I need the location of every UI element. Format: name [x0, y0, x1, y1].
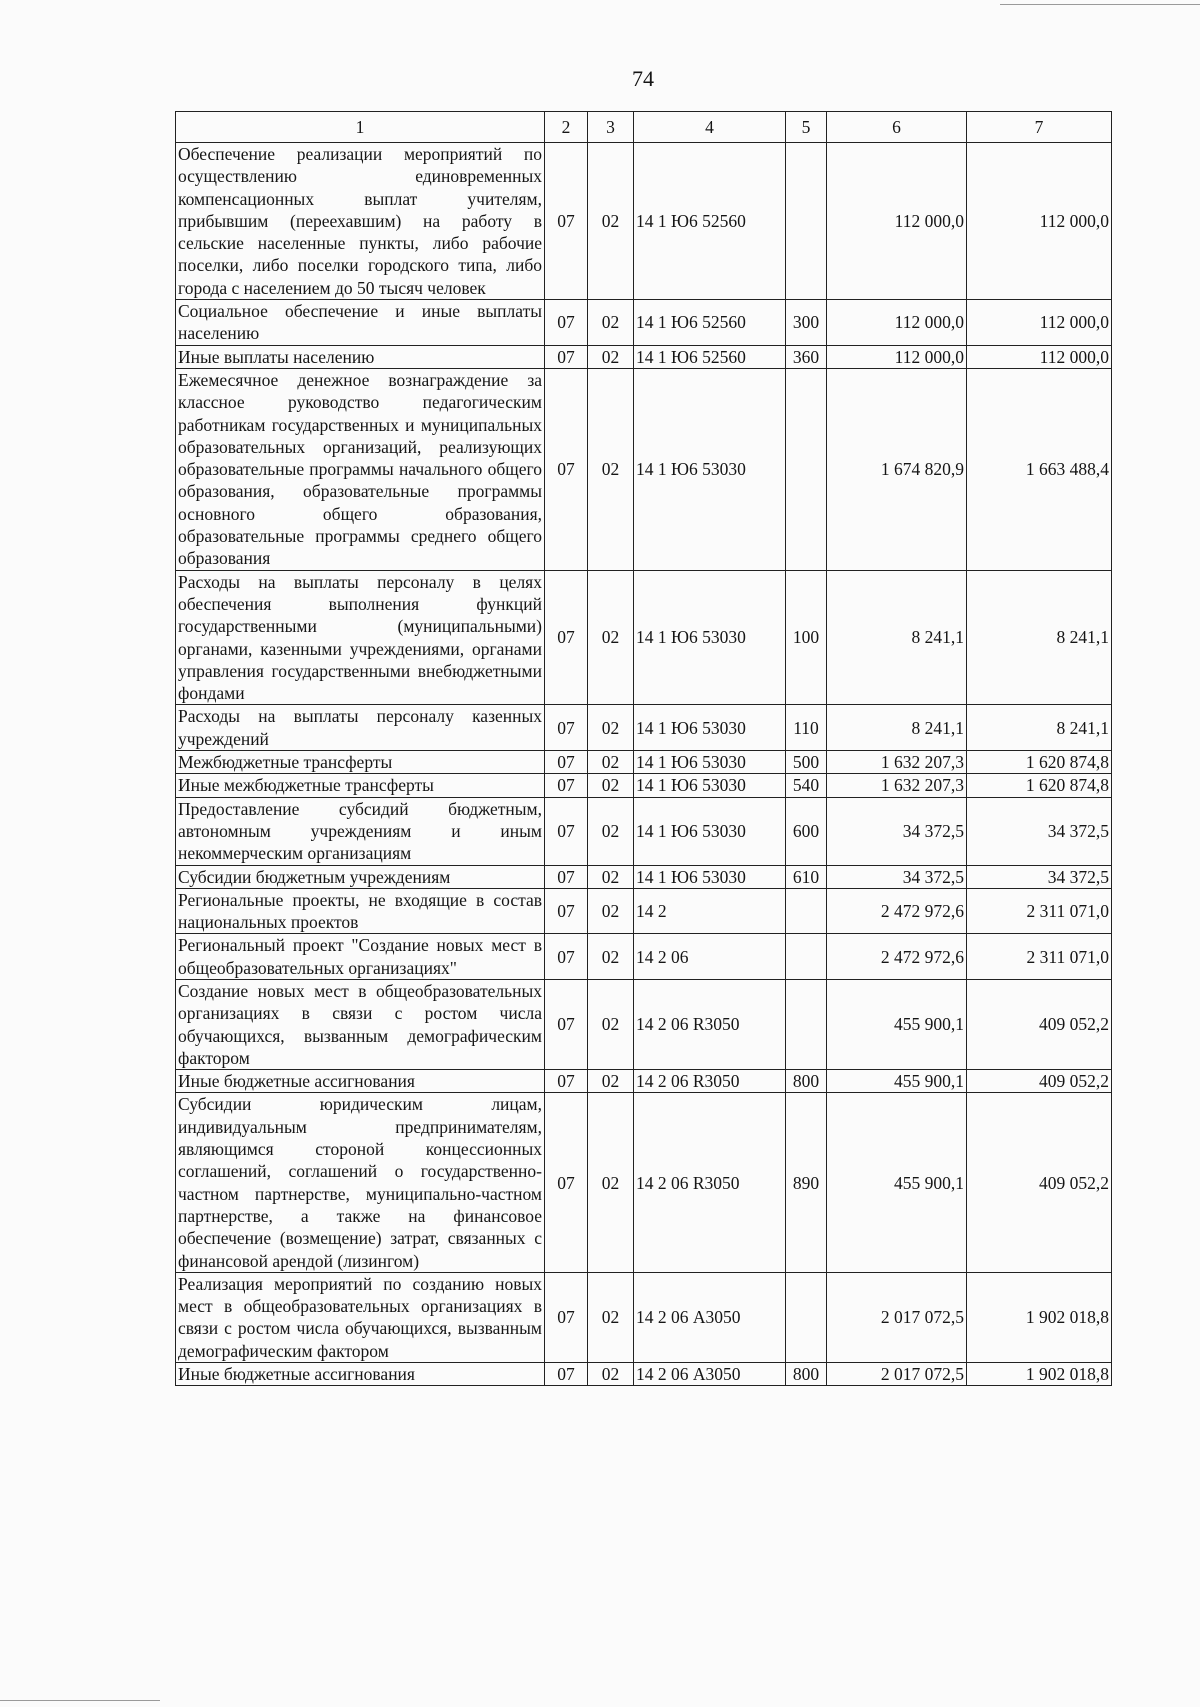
subsection-code-cell: 02	[588, 865, 634, 888]
row-name-cell: Иные бюджетные ассигнования	[176, 1363, 545, 1386]
row-name-cell: Расходы на выплаты персоналу в целях обеспечения выполнения функций государственными (муниципальными) органами, казенными учреждениями, органами управления государственными внебюджетными фондами	[176, 570, 545, 705]
target-article-cell: 14 1 Ю6 53030	[634, 865, 786, 888]
section-code-cell: 07	[545, 1070, 588, 1093]
expense-type-cell	[786, 368, 827, 570]
section-code-cell: 07	[545, 570, 588, 705]
target-article-cell: 14 2 06 А3050	[634, 1363, 786, 1386]
subsection-code-cell: 02	[588, 1070, 634, 1093]
table-row	[176, 300, 1112, 346]
section-code-cell: 07	[545, 1093, 588, 1272]
target-article-cell: 14 1 Ю6 53030	[634, 797, 786, 865]
section-code-cell: 07	[545, 774, 588, 797]
amount-year1-cell: 8 241,1	[827, 570, 967, 705]
table-row	[176, 865, 1112, 888]
subsection-code-cell: 02	[588, 300, 634, 346]
expense-type-cell: 540	[786, 774, 827, 797]
amount-year2-cell: 1 663 488,4	[967, 368, 1112, 570]
scan-edge-line-top	[1000, 4, 1200, 5]
expense-type-cell: 110	[786, 705, 827, 751]
expense-type-cell: 300	[786, 300, 827, 346]
amount-year2-cell: 1 902 018,8	[967, 1272, 1112, 1362]
section-code-cell: 07	[545, 345, 588, 368]
expense-type-cell: 800	[786, 1363, 827, 1386]
amount-year2-cell: 2 311 071,0	[967, 888, 1112, 934]
amount-year1-cell: 112 000,0	[827, 300, 967, 346]
section-code-cell: 07	[545, 143, 588, 300]
table-row	[176, 345, 1112, 368]
row-name-cell: Расходы на выплаты персоналу казенных учреждений	[176, 705, 545, 751]
section-code-cell: 07	[545, 751, 588, 774]
target-article-cell: 14 2 06	[634, 934, 786, 980]
subsection-code-cell: 02	[588, 888, 634, 934]
expense-type-cell: 800	[786, 1070, 827, 1093]
target-article-cell: 14 2 06 А3050	[634, 1272, 786, 1362]
row-name-cell: Иные выплаты населению	[176, 345, 545, 368]
target-article-cell: 14 1 Ю6 52560	[634, 300, 786, 346]
section-code-cell: 07	[545, 1272, 588, 1362]
amount-year1-cell: 1 674 820,9	[827, 368, 967, 570]
subsection-code-cell: 02	[588, 368, 634, 570]
table-row	[176, 570, 1112, 705]
amount-year2-cell: 112 000,0	[967, 143, 1112, 300]
column-header-7: 7	[967, 112, 1112, 143]
scan-edge-line-bottom	[0, 1700, 160, 1701]
subsection-code-cell: 02	[588, 774, 634, 797]
row-name-cell: Ежемесячное денежное вознаграждение за классное руководство педагогическим работникам государственных и муниципальных образовательных организаций, реализующих образовательные программы начального общего образования, образовательные программы основного общего образования, образовательные программы среднего общего образования	[176, 368, 545, 570]
table-body	[176, 143, 1112, 1386]
section-code-cell: 07	[545, 934, 588, 980]
amount-year1-cell: 455 900,1	[827, 1093, 967, 1272]
section-code-cell: 07	[545, 979, 588, 1069]
row-name-cell: Предоставление субсидий бюджетным, автономным учреждениям и иным некоммерческим организациям	[176, 797, 545, 865]
subsection-code-cell: 02	[588, 143, 634, 300]
amount-year2-cell: 1 620 874,8	[967, 774, 1112, 797]
row-name-cell: Иные бюджетные ассигнования	[176, 1070, 545, 1093]
row-name-cell: Межбюджетные трансферты	[176, 751, 545, 774]
target-article-cell: 14 2	[634, 888, 786, 934]
column-header-3: 3	[588, 112, 634, 143]
row-name-cell: Реализация мероприятий по созданию новых мест в общеобразовательных организациях в связи с ростом числа обучающихся, вызванным демографическим фактором	[176, 1272, 545, 1362]
amount-year2-cell: 8 241,1	[967, 705, 1112, 751]
table-row	[176, 368, 1112, 570]
expense-type-cell: 610	[786, 865, 827, 888]
amount-year2-cell: 1 620 874,8	[967, 751, 1112, 774]
table-row	[176, 705, 1112, 751]
target-article-cell: 14 1 Ю6 52560	[634, 345, 786, 368]
table-row	[176, 1272, 1112, 1362]
amount-year1-cell: 455 900,1	[827, 979, 967, 1069]
row-name-cell: Социальное обеспечение и иные выплаты населению	[176, 300, 545, 346]
row-name-cell: Субсидии бюджетным учреждениям	[176, 865, 545, 888]
section-code-cell: 07	[545, 368, 588, 570]
section-code-cell: 07	[545, 1363, 588, 1386]
target-article-cell: 14 1 Ю6 52560	[634, 143, 786, 300]
subsection-code-cell: 02	[588, 570, 634, 705]
amount-year2-cell: 112 000,0	[967, 300, 1112, 346]
table-row	[176, 797, 1112, 865]
table-row	[176, 888, 1112, 934]
expense-type-cell: 100	[786, 570, 827, 705]
subsection-code-cell: 02	[588, 345, 634, 368]
row-name-cell: Обеспечение реализации мероприятий по осуществлению единовременных компенсационных выплат учителям, прибывшим (переехавшим) на работу в сельские населенные пункты, либо рабочие поселки, либо поселки городского типа, либо города с населением до 50 тысяч человек	[176, 143, 545, 300]
row-name-cell: Региональные проекты, не входящие в состав национальных проектов	[176, 888, 545, 934]
target-article-cell: 14 1 Ю6 53030	[634, 368, 786, 570]
amount-year2-cell: 2 311 071,0	[967, 934, 1112, 980]
subsection-code-cell: 02	[588, 1363, 634, 1386]
table-row	[176, 1093, 1112, 1272]
expense-type-cell	[786, 143, 827, 300]
target-article-cell: 14 1 Ю6 53030	[634, 751, 786, 774]
column-header-2: 2	[545, 112, 588, 143]
target-article-cell: 14 2 06 R3050	[634, 1070, 786, 1093]
amount-year1-cell: 112 000,0	[827, 345, 967, 368]
expense-type-cell	[786, 888, 827, 934]
expense-type-cell: 500	[786, 751, 827, 774]
table-row	[176, 774, 1112, 797]
page-number: 74	[632, 66, 654, 91]
target-article-cell: 14 1 Ю6 53030	[634, 705, 786, 751]
subsection-code-cell: 02	[588, 979, 634, 1069]
row-name-cell: Создание новых мест в общеобразовательных организациях в связи с ростом числа обучающихся, вызванным демографическим фактором	[176, 979, 545, 1069]
table-row	[176, 1363, 1112, 1386]
table-row	[176, 751, 1112, 774]
expense-type-cell: 890	[786, 1093, 827, 1272]
row-name-cell: Региональный проект "Создание новых мест в общеобразовательных организациях"	[176, 934, 545, 980]
subsection-code-cell: 02	[588, 934, 634, 980]
expense-type-cell: 360	[786, 345, 827, 368]
column-header-6: 6	[827, 112, 967, 143]
amount-year1-cell: 34 372,5	[827, 865, 967, 888]
column-header-4: 4	[634, 112, 786, 143]
amount-year1-cell: 8 241,1	[827, 705, 967, 751]
amount-year1-cell: 455 900,1	[827, 1070, 967, 1093]
amount-year1-cell: 112 000,0	[827, 143, 967, 300]
amount-year2-cell: 409 052,2	[967, 1070, 1112, 1093]
target-article-cell: 14 1 Ю6 53030	[634, 774, 786, 797]
amount-year1-cell: 34 372,5	[827, 797, 967, 865]
subsection-code-cell: 02	[588, 705, 634, 751]
table-row	[176, 1070, 1112, 1093]
table-row	[176, 143, 1112, 300]
expense-type-cell	[786, 979, 827, 1069]
target-article-cell: 14 1 Ю6 53030	[634, 570, 786, 705]
subsection-code-cell: 02	[588, 1093, 634, 1272]
section-code-cell: 07	[545, 300, 588, 346]
amount-year1-cell: 1 632 207,3	[827, 774, 967, 797]
amount-year1-cell: 1 632 207,3	[827, 751, 967, 774]
target-article-cell: 14 2 06 R3050	[634, 1093, 786, 1272]
section-code-cell: 07	[545, 797, 588, 865]
amount-year1-cell: 2 472 972,6	[827, 934, 967, 980]
column-header-5: 5	[786, 112, 827, 143]
target-article-cell: 14 2 06 R3050	[634, 979, 786, 1069]
amount-year2-cell: 34 372,5	[967, 797, 1112, 865]
expense-type-cell	[786, 934, 827, 980]
section-code-cell: 07	[545, 888, 588, 934]
amount-year1-cell: 2 472 972,6	[827, 888, 967, 934]
amount-year2-cell: 1 902 018,8	[967, 1363, 1112, 1386]
amount-year2-cell: 112 000,0	[967, 345, 1112, 368]
budget-table	[175, 111, 1112, 1386]
amount-year2-cell: 409 052,2	[967, 1093, 1112, 1272]
expense-type-cell	[786, 1272, 827, 1362]
table-row	[176, 979, 1112, 1069]
section-code-cell: 07	[545, 705, 588, 751]
amount-year2-cell: 8 241,1	[967, 570, 1112, 705]
row-name-cell: Иные межбюджетные трансферты	[176, 774, 545, 797]
row-name-cell: Субсидии юридическим лицам, индивидуальным предпринимателям, являющимся стороной концессионных соглашений, соглашений о государственно-частном партнерстве, муниципально-частном партнерстве, а также на финансовое обеспечение (возмещение) затрат, связанных с финансовой арендой (лизингом)	[176, 1093, 545, 1272]
subsection-code-cell: 02	[588, 797, 634, 865]
subsection-code-cell: 02	[588, 1272, 634, 1362]
amount-year1-cell: 2 017 072,5	[827, 1363, 967, 1386]
amount-year2-cell: 409 052,2	[967, 979, 1112, 1069]
table-row	[176, 934, 1112, 980]
amount-year1-cell: 2 017 072,5	[827, 1272, 967, 1362]
expense-type-cell: 600	[786, 797, 827, 865]
amount-year2-cell: 34 372,5	[967, 865, 1112, 888]
table-header-row	[176, 112, 1112, 143]
column-header-1: 1	[176, 112, 545, 143]
subsection-code-cell: 02	[588, 751, 634, 774]
section-code-cell: 07	[545, 865, 588, 888]
